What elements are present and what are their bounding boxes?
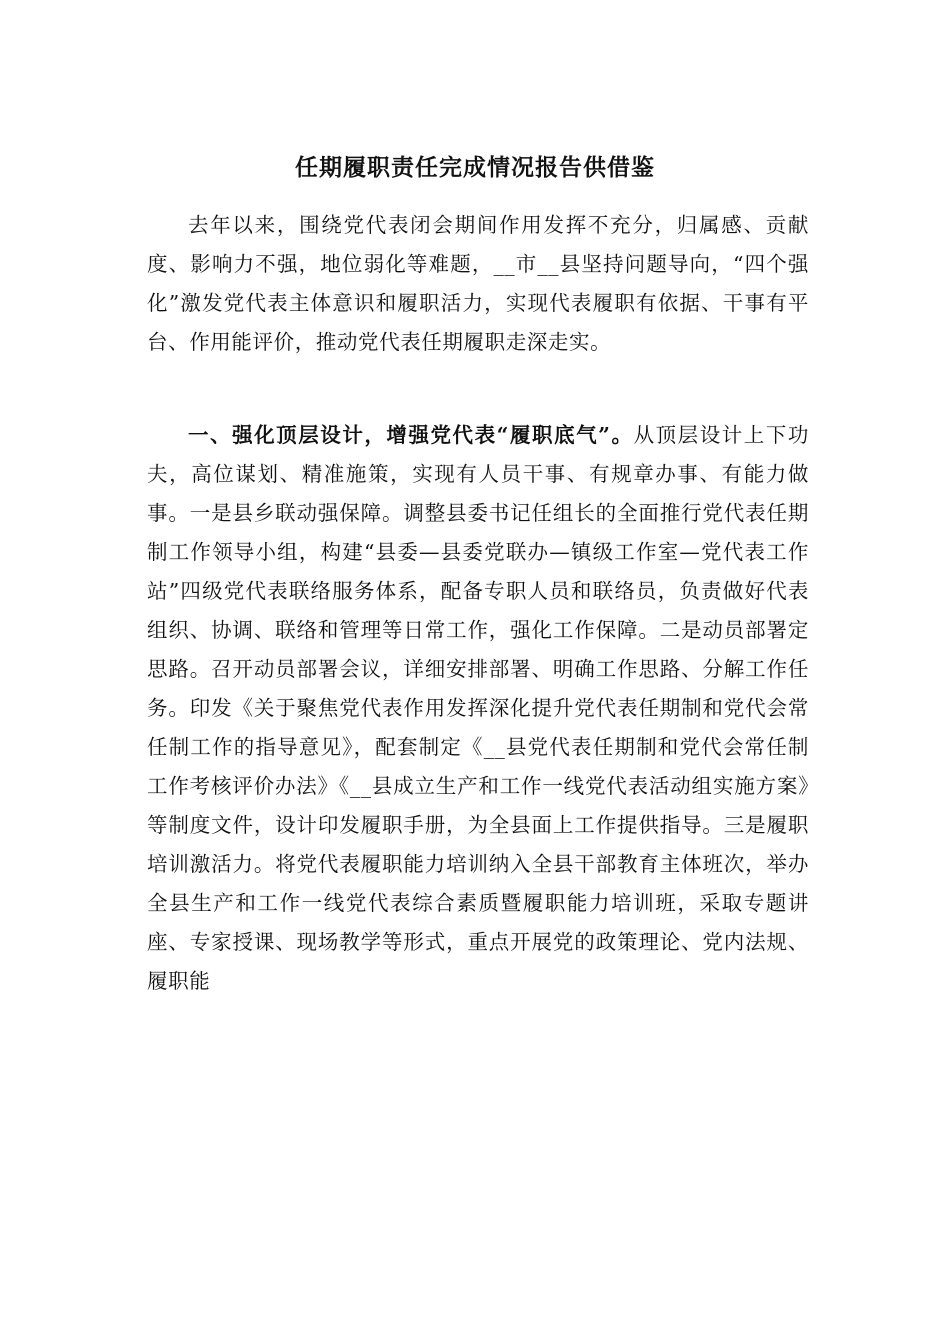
section-one-text: 从顶层设计上下功夫，高位谋划、精准施策，实现有人员干事、有规章办事、有能力做事。一是县乡联动强保障。调整县委书记任组长的全面推行党代表任期制工作领导小组，构建“县委—县委党联办—镇级工作室—党代表工作站”四级党代表联络服务体系，配备专职人员和联络员，负责做好代表组织、协调、联络和管理等日常工作，强化工作保障。二是动员部署定思路。召开动员部署会议，详细安排部署、明确工作思路、分解工作任务。印发《关于聚焦党代表作用发挥深化提升党代表任期制和党代会常任制工作的指导意见》，配套制定《__县党代表任期制和党代会常任制工作考核评价办法》《__县成立生产和工作一线党代表活动组实施方案》等制度文件，设计印发履职手册，为全县面上工作提供指导。三是履职培训激活力。将党代表履职能力培训纳入全县干部教育主体班次，举办全县生产和工作一线党代表综合素质暨履职能力培训班，采取专题讲座、专家授课、现场教学等形式，重点开展党的政策理论、党内法规、履职能	[147, 423, 809, 993]
paragraph-section-one	[147, 416, 809, 1001]
paragraph-intro-text: 去年以来，围绕党代表闭会期间作用发挥不充分，归属感、贡献度、影响力不强，地位弱化等难题，__市__县坚持问题导向，“四个强化”激发党代表主体意识和履职活力，实现代表履职有依据、干事有平台、作用能评价，推动党代表任期履职走深走实。	[147, 213, 809, 354]
document-title: 任期履职责任完成情况报告供借鉴	[295, 154, 655, 181]
section-one-heading: 一、强化顶层设计，增强党代表“履职底气”。	[188, 423, 634, 447]
paragraph-intro	[147, 206, 809, 362]
